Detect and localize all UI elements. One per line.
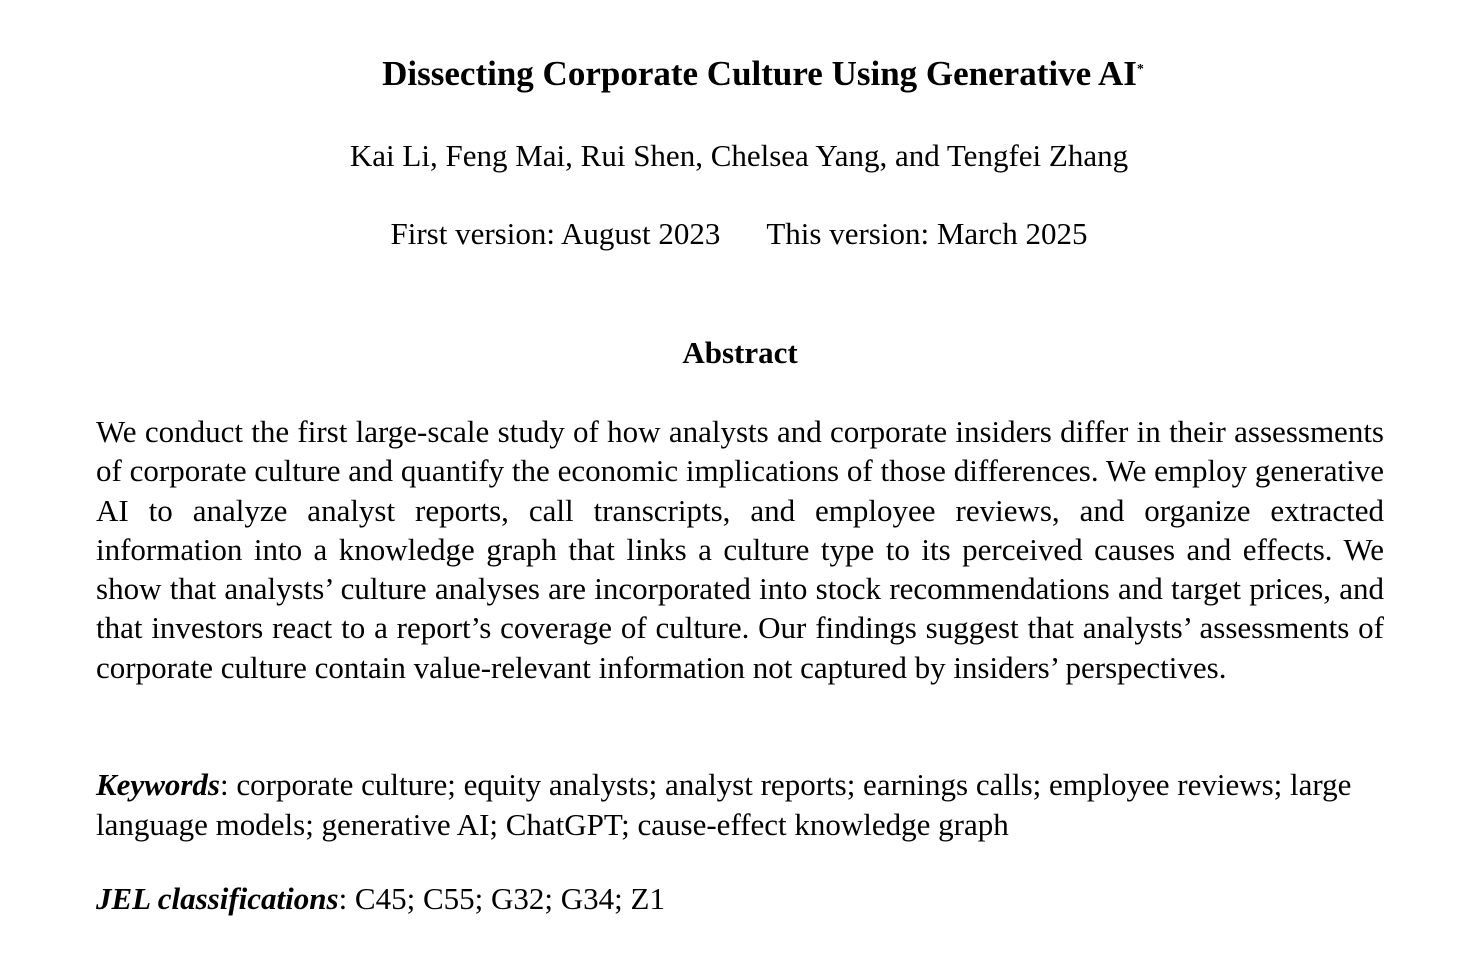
keywords xyxy=(96,765,1396,845)
author-list: Kai Li, Feng Mai, Rui Shen, Chelsea Yang, and Tengfei Zhang xyxy=(349,138,1129,173)
keywords-label: Keywords xyxy=(96,767,220,802)
title-footnote-marker: * xyxy=(1136,62,1144,77)
keywords-text: : corporate culture; equity analysts; analyst reports; earnings calls; employee reviews; large language models; generative AI; ChatGPT; cause-effect knowledge graph xyxy=(96,767,1352,842)
paper-title-text: Dissecting Corporate Culture Using Generative AI xyxy=(382,54,1137,93)
this-version: This version: March 2025 xyxy=(766,216,1088,251)
paper-title xyxy=(0,50,1460,98)
jel-text: : C45; C55; G32; G34; Z1 xyxy=(338,881,665,916)
version-dates xyxy=(0,214,1460,254)
abstract-text: We conduct the first large-scale study of how analysts and corporate insiders differ in their assessments of corporate culture and quantify the economic implications of those differences. We employ generative AI to analyze analyst reports, call transcripts, and employee reviews, and organize extracted information into a knowledge graph that links a culture type to its perceived causes and effects. We show that analysts’ culture analyses are incorporated into stock recommendations and target prices, and that investors react to a report’s coverage of culture. Our findings suggest that analysts’ assessments of corporate culture contain value-relevant information not captured by insiders’ perspectives. xyxy=(96,414,1384,685)
jel-classifications xyxy=(96,879,1396,919)
abstract-heading: Abstract xyxy=(682,335,798,370)
jel-label: JEL classifications xyxy=(96,881,339,916)
first-version: First version: August 2023 xyxy=(390,216,721,251)
